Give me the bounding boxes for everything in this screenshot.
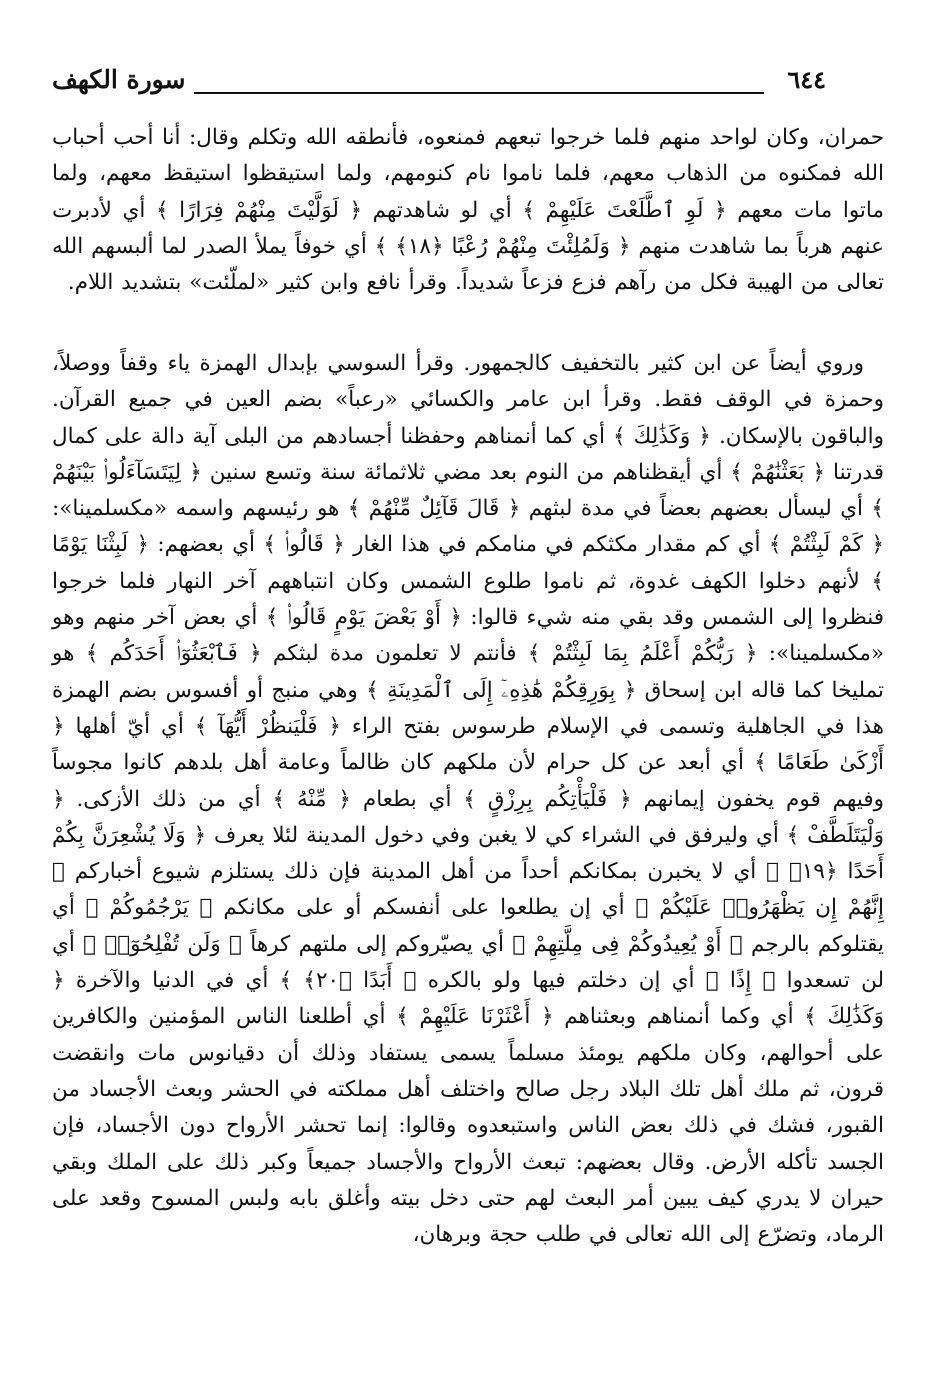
body-paragraph-2	[52, 346, 884, 1346]
paragraph-text: وروي أيضاً عن ابن كثير بالتخفيف كالجمهور. وقرأ السوسي بإبدال الهمزة ياء وقفاً ووصلاً، وحمزة في الوقف فقط. وقرأ ابن عامر والكسائي «رعباً» بضم العين في جميع القرآن. والباقون بالإسكان. ﴿ وَكَذَٰلِكَ ﴾ أي كما أنمناهم وحفظنا أجسادهم من البلى آية دالة على كمال قدرتنا ﴿ بَعَثْنَٰهُمْ ﴾ أي أيقظناهم من النوم بعد مضي ثلاثمائة سنة وتسع سنين ﴿ لِيَتَسَآءَلُوا۟ بَيْنَهُمْ ﴾ أي ليسأل بعضهم بعضاً في مدة لبثهم ﴿ قَالَ قَآئِلٌ مِّنْهُمْ ﴾ هو رئيسهم واسمه «مكسلمينا»: ﴿ كَمْ لَبِثْتُمْ ﴾ أي كم مقدار مكثكم في منامكم في هذا الغار ﴿ قَالُوا۟ ﴾ أي بعضهم: ﴿ لَبِثْنَا يَوْمًا ﴾ لأنهم دخلوا الكهف غدوة، ثم ناموا طلوع الشمس وكان انتباههم آخر النهار فلما خرجوا فنظروا إلى الشمس وقد بقي منه شيء قالوا: ﴿ أَوْ بَعْضَ يَوْمٍ قَالُوا۟ ﴾ أي بعض آخر منهم وهو «مكسلمينا»: ﴿ رَبُّكُمْ أَعْلَمُ بِمَا لَبِثْتُمْ ﴾ فأنتم لا تعلمون مدة لبثكم ﴿ فَٱبْعَثُوٓا۟ أَحَدَكُم ﴾ هو تمليخا كما قاله ابن إسحاق ﴿ بِوَرِقِكُمْ هَٰذِهِۦٓ إِلَى ٱلْمَدِينَةِ ﴾ وهي منبج أو أفسوس بضم الهمزة هذا في الجاهلية وتسمى في الإسلام طرسوس بفتح الراء ﴿ فَلْيَنظُرْ أَيُّهَآ ﴾ أي أيّ أهلها ﴿ أَزْكَىٰ طَعَامًا ﴾ أي أبعد عن كل حرام لأن ملكهم كان ظالماً وعامة أهل بلدهم كانوا مجوساً وفيهم قوم يخفون إيمانهم ﴿ فَلْيَأْتِكُم بِرِزْقٍ ﴾ أي بطعام ﴿ مِّنْهُ ﴾ أي من ذلك الأزكى. ﴿ وَلْيَتَلَطَّفْ ﴾ أي وليرفق في الشراء كي لا يغبن وفي دخول المدينة لئلا يعرف ﴿ وَلَا يُشْعِرَنَّ بِكُمْ أَحَدًا ﴿١٩﴾ ﴾ أي لا يخبرن بمكانكم أحداً من أهل المدينة فإن ذلك يستلزم شيوع أخباركم ﴿ إِنَّهُمْ إِن يَظْهَرُوا۟ عَلَيْكُمْ ﴾ أي إن يطلعوا على أنفسكم أو على مكانكم ﴿ يَرْجُمُوكُمْ ﴾ أي يقتلوكم بالرجم ﴿ أَوْ يُعِيدُوكُمْ فِى مِلَّتِهِمْ ﴾ أي يصيّروكم إلى ملتهم كرهاً ﴿ وَلَن تُفْلِحُوٓا۟ ﴾ أي لن تسعدوا ﴿ إِذًا ﴾ أي إن دخلتم فيها ولو بالكره ﴿ أَبَدًا ﴿٢٠﴾ ﴾ أي في الدنيا والآخرة ﴿ وَكَذَٰلِكَ ﴾ أي وكما أنمناهم وبعثناهم ﴿ أَعْثَرْنَا عَلَيْهِمْ ﴾ أي أطلعنا الناس المؤمنين والكافرين على أحوالهم، وكان ملكهم يومئذ مسلماً يسمى يستفاد وذلك أن دقيانوس مات وانقضت قرون، ثم ملك أهل تلك البلاد رجل صالح واختلف أهل مملكته في الحشر وبعث الأجساد من القبور، فشك في ذلك بعض الناس واستبعدوه وقالوا: إنما تحشر الأرواح دون الأجساد، فإن الجسد تأكله الأرض. وقال بعضهم: تبعث الأرواح والأجساد جميعاً وكبر ذلك على الملك وبقي حيران لا يدري كيف يبين أمر البعث لهم حتى دخل بيته وأغلق بابه ولبس المسوح وقعد على الرماد، وتضرّع إلى الله تعالى في طلب حجة وبرهان،	[52, 351, 884, 1248]
page-header	[52, 62, 884, 102]
page-number: ٦٤٤	[779, 64, 834, 96]
surah-title: سورة الكهف	[52, 64, 194, 96]
body-paragraph-1	[52, 120, 884, 330]
paragraph-text: حمران، وكان لواحد منهم فلما خرجوا تبعهم فمنعوه، فأنطقه الله وتكلم وقال: أنا أحب أحباب الله فمكنوه من الذهاب معهم، فلما ناموا نام كنومهم، ولما استيقظوا استيقظ معهم، ولما ماتوا مات معهم ﴿ لَوِ ٱطَّلَعْتَ عَلَيْهِمْ ﴾ أي لو شاهدتهم ﴿ لَوَلَّيْتَ مِنْهُمْ فِرَارًا ﴾ أي لأدبرت عنهم هرباً بما شاهدت منهم ﴿ وَلَمُلِئْتَ مِنْهُمْ رُعْبًا ﴿١٨﴾ ﴾ أي خوفاً يملأ الصدر لما ألبسهم الله تعالى من الهيبة فكل من رآهم فزع فزعاً شديداً. وقرأ نافع وابن كثير «لملّئت» بتشديد اللام.	[52, 125, 884, 296]
